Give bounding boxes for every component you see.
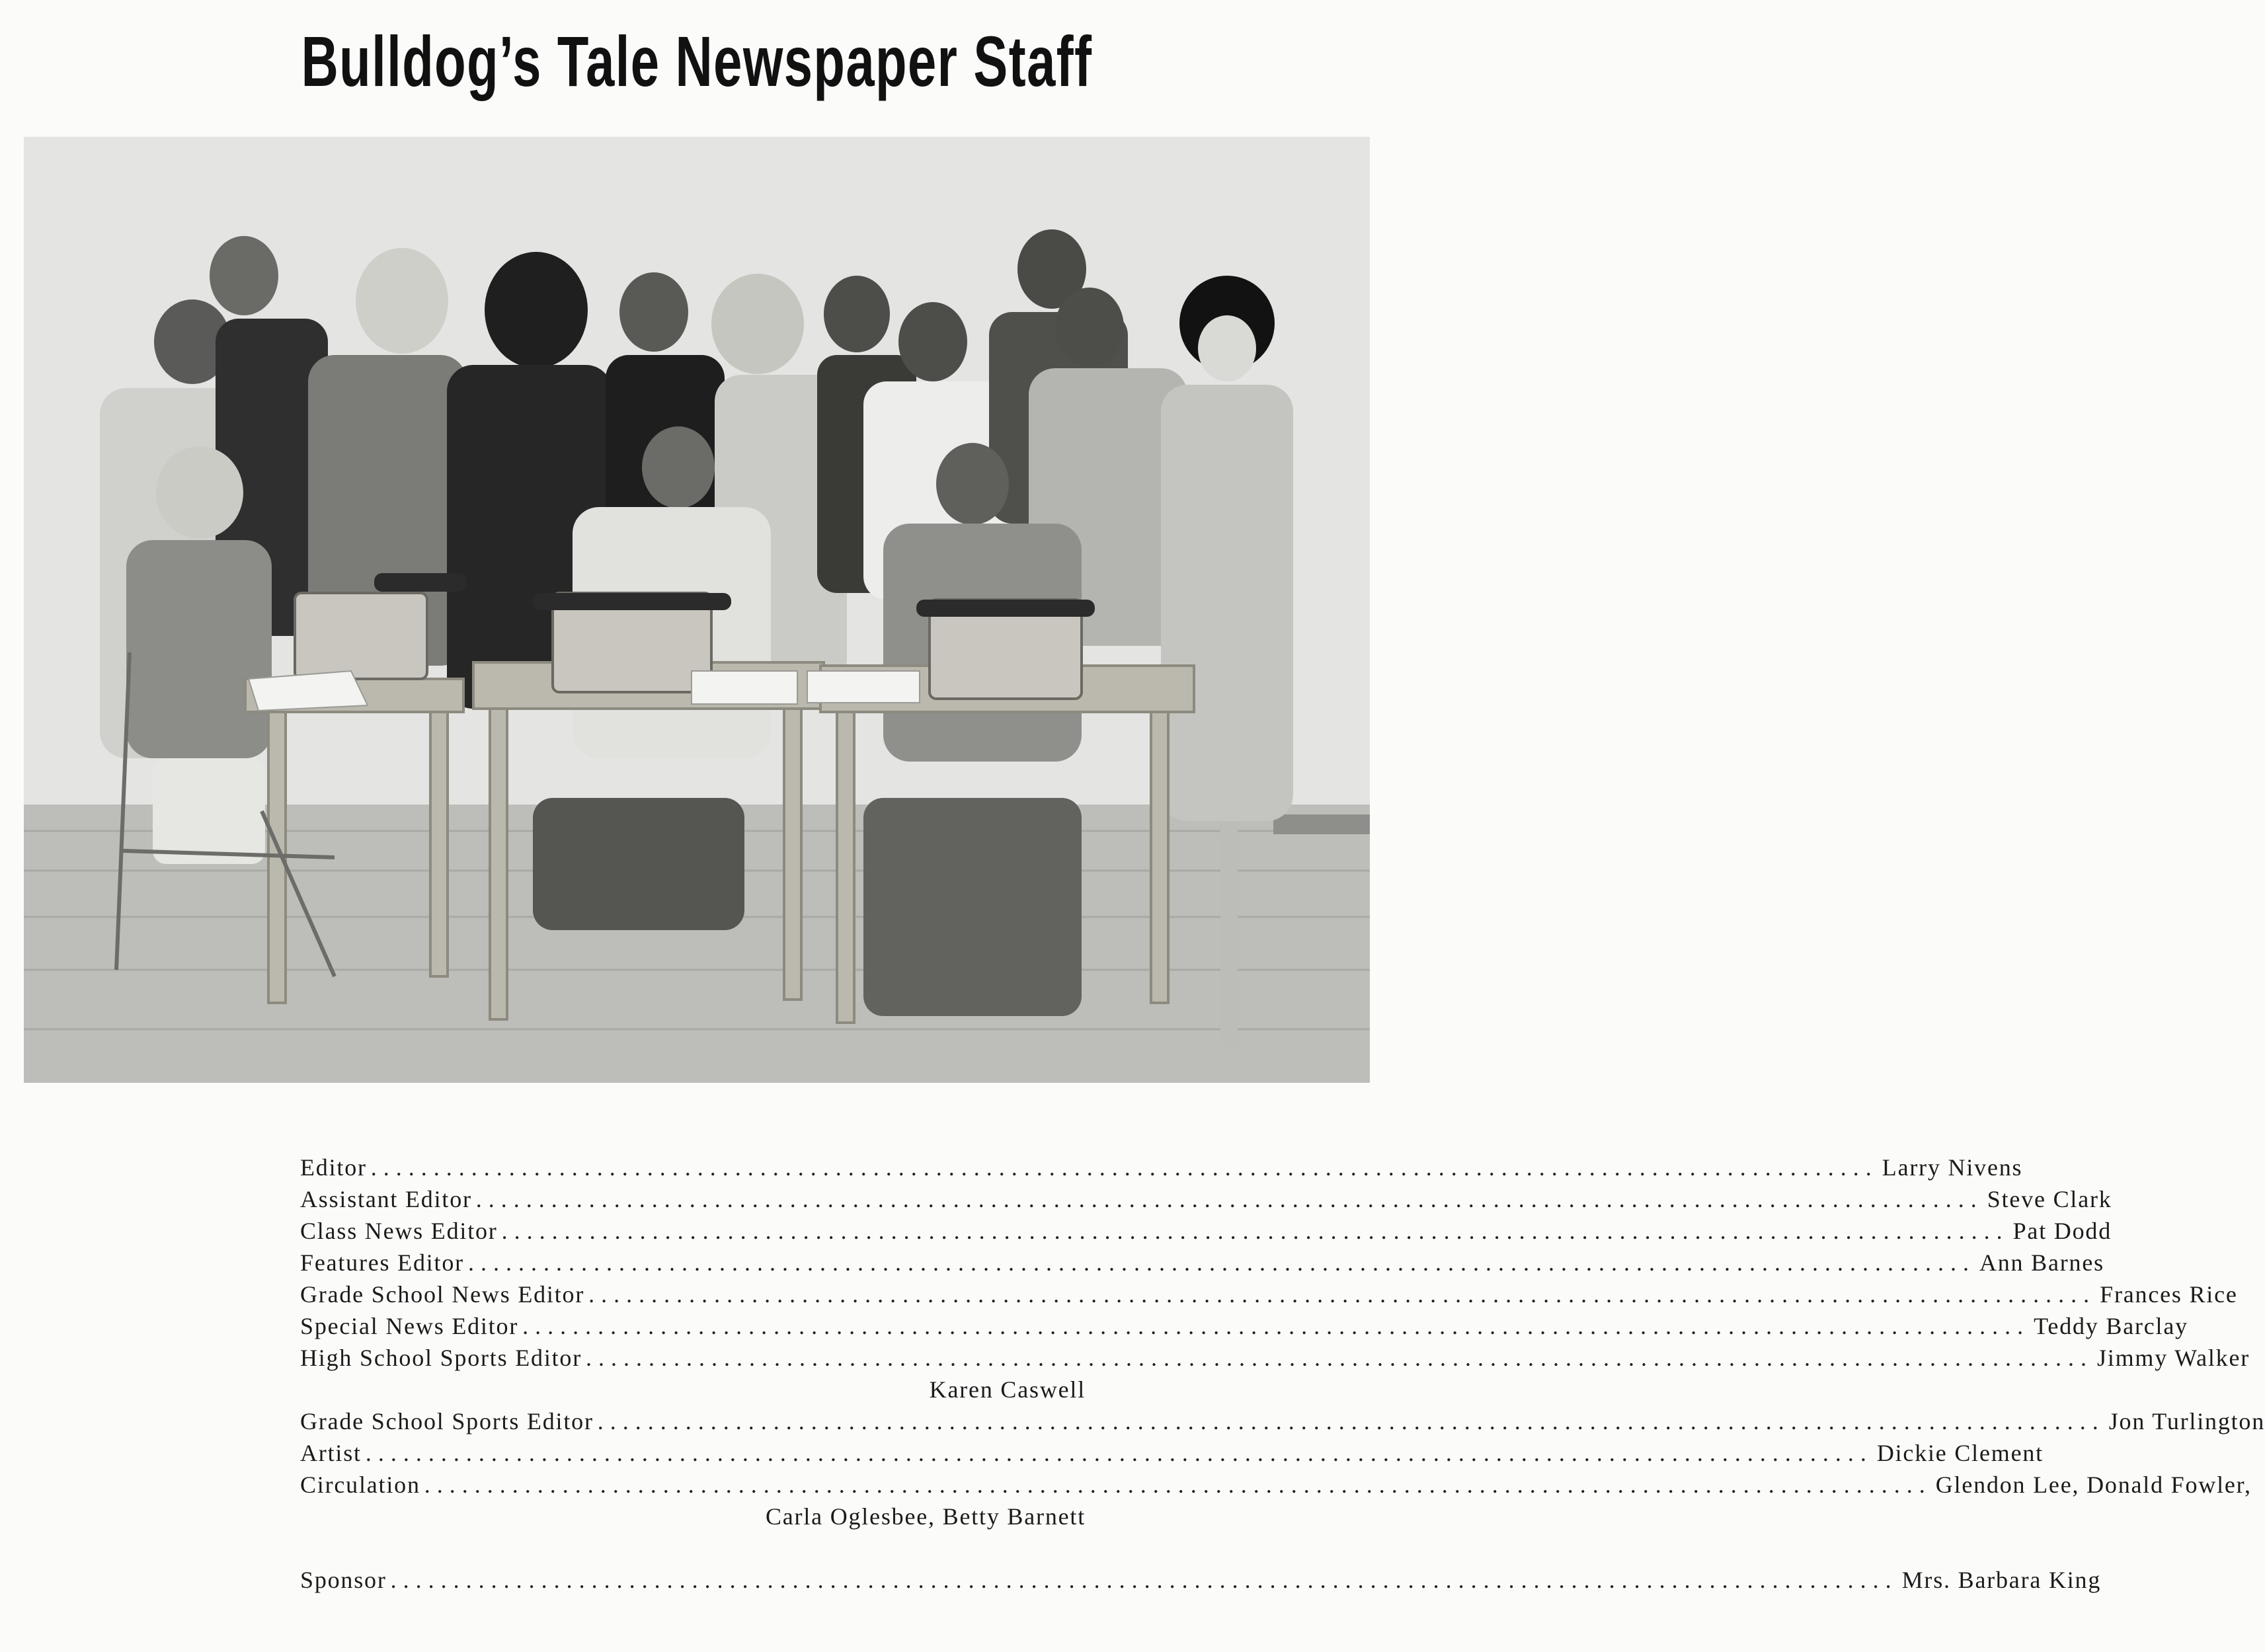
role-label: Grade School News Editor: [300, 1281, 585, 1308]
dot-leader: ........................................................................................................................: [365, 1440, 1873, 1466]
staff-name: Jon Turlington: [2108, 1408, 2265, 1435]
dot-leader: ........................................................................................................................: [588, 1281, 2096, 1308]
staff-name: Frances Rice: [2100, 1281, 2238, 1308]
role-label: Features Editor: [300, 1249, 464, 1276]
roster-row-circulation: [300, 1471, 2252, 1503]
role-label: Editor: [300, 1154, 367, 1181]
roster-row-grade-school-sports-editor: [300, 1407, 2265, 1439]
dot-leader: ........................................................................................................................: [390, 1567, 1898, 1593]
roster-row-grade-school-news-editor: [300, 1280, 2238, 1312]
role-label: Class News Editor: [300, 1218, 498, 1244]
dot-leader: ........................................................................................................................: [475, 1186, 1983, 1212]
staff-roster: [300, 1154, 2265, 1598]
staff-name: Carla Oglesbee, Betty Barnett: [765, 1503, 1086, 1530]
roster-row-editor: [300, 1154, 2023, 1185]
dot-leader: ........................................................................................................................: [467, 1249, 1975, 1276]
staff-name: Dickie Clement: [1876, 1440, 2044, 1466]
role-label: Sponsor: [300, 1567, 387, 1593]
roster-row-special-news-editor: [300, 1312, 2188, 1344]
staff-name: Karen Caswell: [929, 1376, 1086, 1403]
roster-row-features-editor: [300, 1249, 2104, 1280]
role-label: Artist: [300, 1440, 362, 1466]
staff-name: Larry Nivens: [1882, 1154, 2023, 1181]
page-title: Bulldog’s Tale Newspaper Staff: [301, 21, 1093, 101]
staff-name: Glendon Lee, Donald Fowler,: [1935, 1472, 2252, 1498]
role-label: Assistant Editor: [300, 1186, 472, 1212]
role-label: Grade School Sports Editor: [300, 1408, 594, 1435]
roster-row-high-school-sports-editor: [300, 1344, 2250, 1376]
roster-row-continuation: [300, 1376, 1086, 1407]
roster-row-class-news-editor: [300, 1217, 2112, 1249]
dot-leader: ........................................................................................................................: [424, 1472, 1932, 1498]
dot-leader: ........................................................................................................................: [501, 1218, 2009, 1244]
staff-name: Teddy Barclay: [2034, 1313, 2188, 1339]
roster-row-artist: [300, 1439, 2044, 1471]
staff-name: Steve Clark: [1987, 1186, 2112, 1212]
dot-leader: ........................................................................................................................: [586, 1345, 2094, 1371]
staff-name: Ann Barnes: [1979, 1249, 2104, 1276]
dot-leader: ........................................................................................................................: [370, 1154, 1878, 1181]
staff-name: Mrs. Barbara King: [1901, 1567, 2102, 1593]
roster-row-assistant-editor: [300, 1185, 2112, 1217]
staff-name: Jimmy Walker: [2097, 1345, 2250, 1371]
dot-leader: ........................................................................................................................: [597, 1408, 2105, 1435]
roster-row-sponsor: [300, 1566, 2102, 1598]
role-label: Special News Editor: [300, 1313, 519, 1339]
dot-leader: ........................................................................................................................: [522, 1313, 2030, 1339]
staff-name: Pat Dodd: [2012, 1218, 2112, 1244]
role-label: Circulation: [300, 1472, 420, 1498]
roster-row-continuation: [300, 1503, 1086, 1534]
role-label: High School Sports Editor: [300, 1345, 582, 1371]
staff-group-photo: [24, 137, 1370, 1083]
